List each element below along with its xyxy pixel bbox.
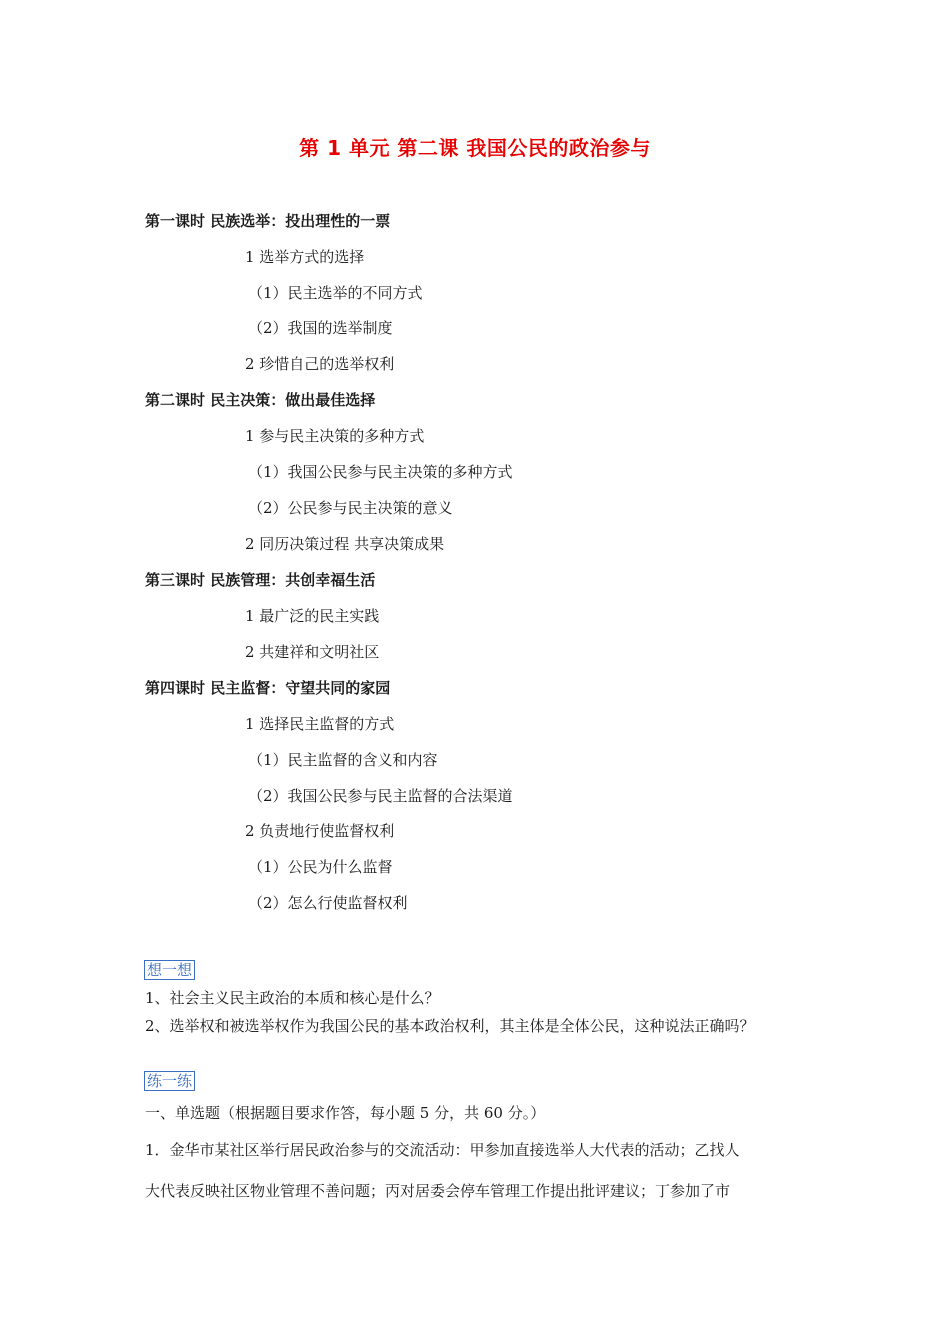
think-question-1: 1、社会主义民主政治的本质和核心是什么？ — [145, 989, 440, 1007]
outline-subitem: （2）公民参与民主决策的意义 — [248, 499, 453, 517]
outline-subitem: （2）我国公民参与民主监督的合法渠道 — [248, 787, 513, 805]
outline-item: 2 共建祥和文明社区 — [245, 643, 380, 661]
question-1-line-1: 1．金华市某社区举行居民政治参与的交流活动：甲参加直接选举人大代表的活动；乙找人 — [145, 1141, 740, 1159]
outline-subitem: （2）我国的选举制度 — [248, 319, 393, 337]
outline-item: 1 选择民主监督的方式 — [245, 715, 395, 733]
outline-subitem: （2）怎么行使监督权利 — [248, 894, 408, 912]
outline-item: 2 同历决策过程 共享决策成果 — [245, 535, 445, 553]
outline-subitem: （1）民主监督的含义和内容 — [248, 751, 438, 769]
outline-item: 2 负责地行使监督权利 — [245, 822, 395, 840]
lesson-4-heading: 第四课时 民主监督：守望共同的家园 — [145, 679, 391, 697]
outline-subitem: （1）公民为什么监督 — [248, 858, 393, 876]
outline-item: 2 珍惜自己的选举权利 — [245, 355, 395, 373]
outline-subitem: （1）我国公民参与民主决策的多种方式 — [248, 463, 513, 481]
think-question-2: 2、选举权和被选举权作为我国公民的基本政治权利，其主体是全体公民，这种说法正确吗？ — [145, 1017, 755, 1035]
lesson-2-heading: 第二课时 民主决策：做出最佳选择 — [145, 391, 376, 409]
page-title: 第 1 单元 第二课 我国公民的政治参与 — [299, 136, 651, 160]
outline-item: 1 参与民主决策的多种方式 — [245, 427, 425, 445]
lesson-3-heading: 第三课时 民族管理：共创幸福生活 — [145, 571, 376, 589]
outline-item: 1 选举方式的选择 — [245, 248, 365, 266]
lesson-1-heading: 第一课时 民族选举：投出理性的一票 — [145, 212, 391, 230]
outline-item: 1 最广泛的民主实践 — [245, 607, 380, 625]
question-1-line-2: 大代表反映社区物业管理不善问题；丙对居委会停车管理工作提出批评建议；丁参加了市 — [145, 1182, 731, 1200]
section-heading: 一、单选题（根据题目要求作答，每小题 5 分，共 60 分。） — [145, 1104, 546, 1122]
practice-label-box: 练一练 — [144, 1071, 195, 1091]
think-label-box: 想一想 — [144, 960, 195, 980]
outline-subitem: （1）民主选举的不同方式 — [248, 284, 423, 302]
